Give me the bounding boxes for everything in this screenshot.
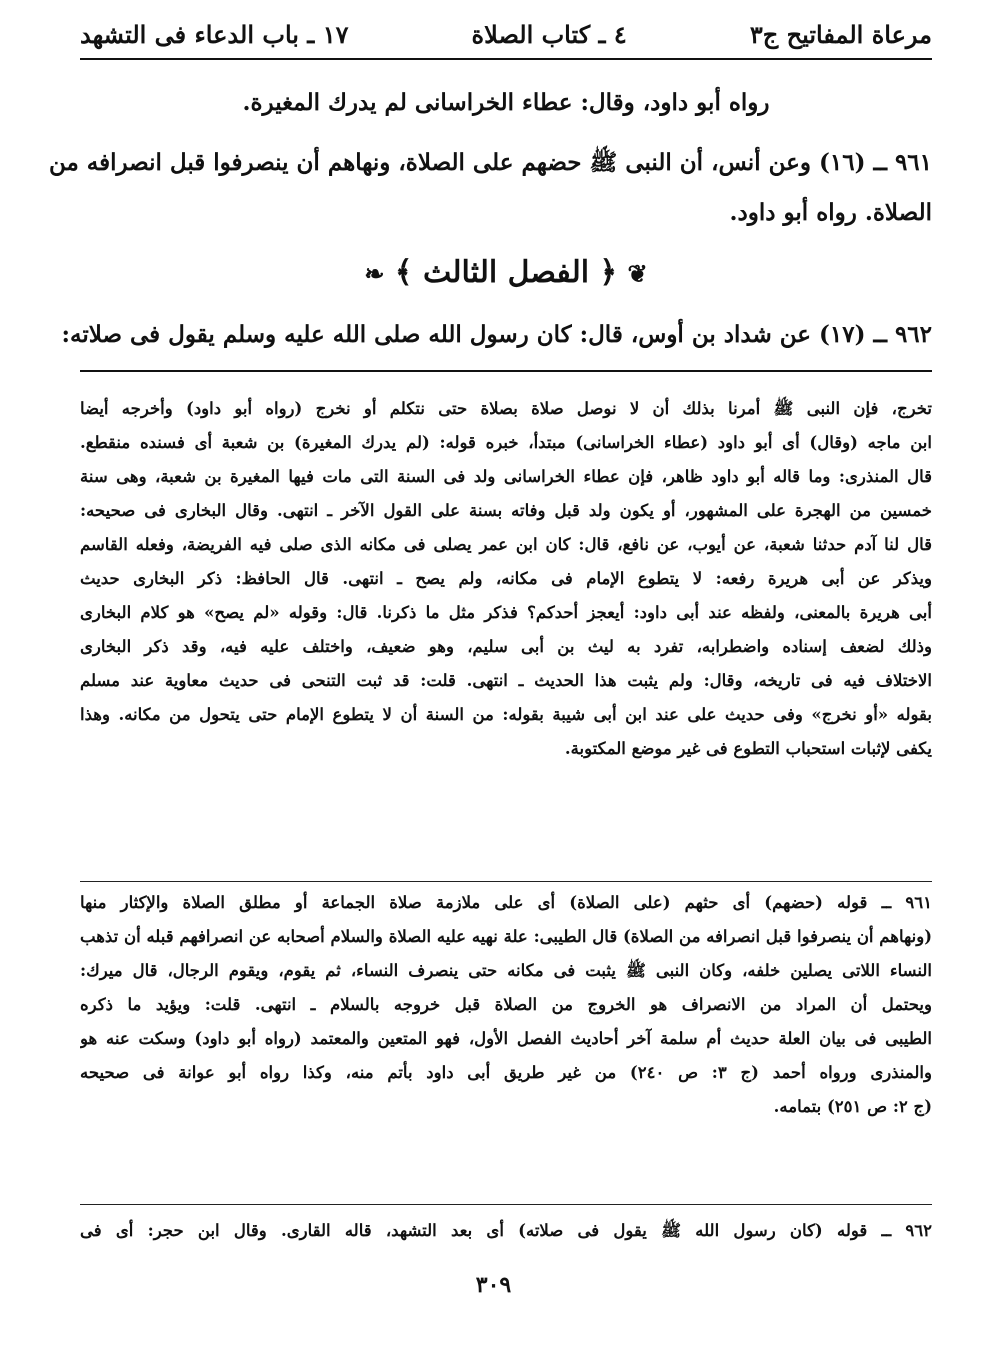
commentary-line: النساء اللاتى يصلين خلفه، وكان النبى ﷺ يثبت فى مكانه حتى ينصرف النساء، ثم يقوم، ويقوم الرجال، قال ميرك: (80, 961, 932, 980)
commentary-line: قال لنا آدم حدثنا شعبة، عن أيوب، عن نافع، قال: كان ابن عمر يصلى فى مكانه الذى صلى فيه الفريضة، وفعله القاسم (80, 535, 932, 554)
commentary-line: خمسين من الهجرة على المشهور، أو يكون ولد قبل وفاته بسنة على القول الآخر ـ انتهى. وقال البخارى فى صحيحه: (80, 501, 932, 520)
commentary-block-960 (80, 392, 932, 766)
header-section: ١٧ ـ باب الدعاء فى التشهد (80, 19, 349, 49)
running-header (80, 14, 932, 54)
header-rule (80, 58, 932, 60)
ornament-icon: ❧ (364, 259, 385, 288)
commentary-line: والمنذرى ورواه أحمد (ج ٣: ص ٢٤٠) من غير طريق أبى داود بأتم منه، وكذا رواه أبو عوانة فى صحيحه (80, 1063, 932, 1082)
commentary-line: الاختلاف فيه فى تاريخه، وقال: ولم يثبت هذا الحديث ـ انتهى. قلت: قد ثبت التنحى فى حديث معاوية عند مسلم (80, 671, 932, 690)
hadith-962-text: ٩٦٢ ــ (١٧) عن شداد بن أوس، قال: كان رسول الله صلى الله عليه وسلم يقول فى صلاته: (61, 321, 932, 348)
commentary-block-961 (80, 886, 932, 1124)
page-number: ٣٠٩ (475, 1272, 512, 1298)
header-book-title: مرعاة المفاتيح ج٣ (749, 19, 932, 49)
commentary-line: الطيبى فى بيان العلة حديث أم سلمة آخر أحاديث الفصل الأول، فهو المتعين والمعتمد (رواه أبو داود) وسكت عنه هو (80, 1029, 932, 1048)
commentary-line: أبى هريرة بالمعنى، ولفظه عند أبى داود: أيعجز أحدكم؟ فذكر مثل ما ذكرنا. قال: وقوله «لم يصح» هو كلام البخارى (80, 603, 932, 622)
commentary-line: بقوله «أو نخرج» وفى حديث على عند ابن أبى شيبة بقوله: من السنة أن لا يتطوع الإمام حتى يتحول من مكانه. وهذا (80, 705, 932, 724)
commentary-divider (80, 881, 932, 882)
hadith-text-line: رواه أبو داود، وقال: عطاء الخراسانى لم يدرك المغيرة. (242, 89, 770, 116)
section-title-text: ﴿ الفصل الثالث ﴾ (394, 255, 618, 290)
section-title (80, 250, 932, 296)
commentary-divider (80, 1204, 932, 1205)
commentary-line: وذلك لضعف إسناده واضطرابه، تفرد به ليث بن أبى سليم، وهو ضعيف، واختلف عليه فيه، وقد ذكر البخارى (80, 637, 932, 656)
commentary-line: ويذكر عن أبى هريرة رفعه: لا يتطوع الإمام فى مكانه، ولم يصح ـ انتهى. قال الحافظ: ذكر البخارى حديث (80, 569, 932, 588)
commentary-line: ويحتمل أن المراد من الانصراف هو الخروج من الصلاة قبل خروجه بالسلام ـ انتهى. قلت: ويؤيد ما ذكره (80, 995, 932, 1014)
hadith-961-text-cont: الصلاة. رواه أبو داود. (729, 199, 932, 226)
commentary-line: تخرج، فإن النبى ﷺ أمرنا بذلك أن لا نوصل صلاة بصلاة حتى نتكلم أو نخرج (رواه أبو داود) وأخرجه أيضا (80, 399, 932, 418)
commentary-line: (ج ٢: ص ٢٥١) بتمامه. (773, 1097, 932, 1116)
hadith-961-text: ٩٦١ ــ (١٦) وعن أنس، أن النبى ﷺ حضهم على الصلاة، ونهاهم أن ينصرفوا قبل انصرافه من (48, 149, 932, 176)
commentary-line: قال المنذرى: وما قاله أبو داود ظاهر، فإن عطاء الخراسانى ولد فى السنة التى مات فيها المغيرة بن شعبة، وهى سنة (80, 467, 932, 486)
commentary-line: (ونهاهم أن ينصرفوا قبل انصرافه من الصلاة) قال الطيبى: علة نهيه عليه الصلاة والسلام أصحابه عن انصرافهم قبله أن تذهب (80, 927, 932, 946)
commentary-line: ٩٦١ ــ قوله (حضهم) أى حثهم (على الصلاة) أى على ملازمة صلاة الجماعة أو مطلق الصلاة والإكثار منها (80, 893, 932, 912)
text-commentary-divider (80, 370, 932, 372)
commentary-block-962 (80, 1214, 932, 1248)
commentary-line: ٩٦٢ ــ قوله (كان رسول الله ﷺ يقول فى صلاته) أى بعد التشهد، قاله القارى. وقال ابن حجر: أى فى (80, 1221, 932, 1240)
commentary-line: ابن ماجه (وقال) أى أبو داود (عطاء الخراسانى) مبتدأ، خبره قوله: (لم يدرك المغيرة) بن شعبة أى فسنده منقطع. (80, 433, 932, 452)
ornament-icon: ❦ (627, 259, 648, 288)
header-chapter: ٤ ـ كتاب الصلاة (471, 19, 627, 49)
commentary-line: يكفى لإثبات استحباب التطوع فى غير موضع المكتوبة. (564, 739, 932, 758)
